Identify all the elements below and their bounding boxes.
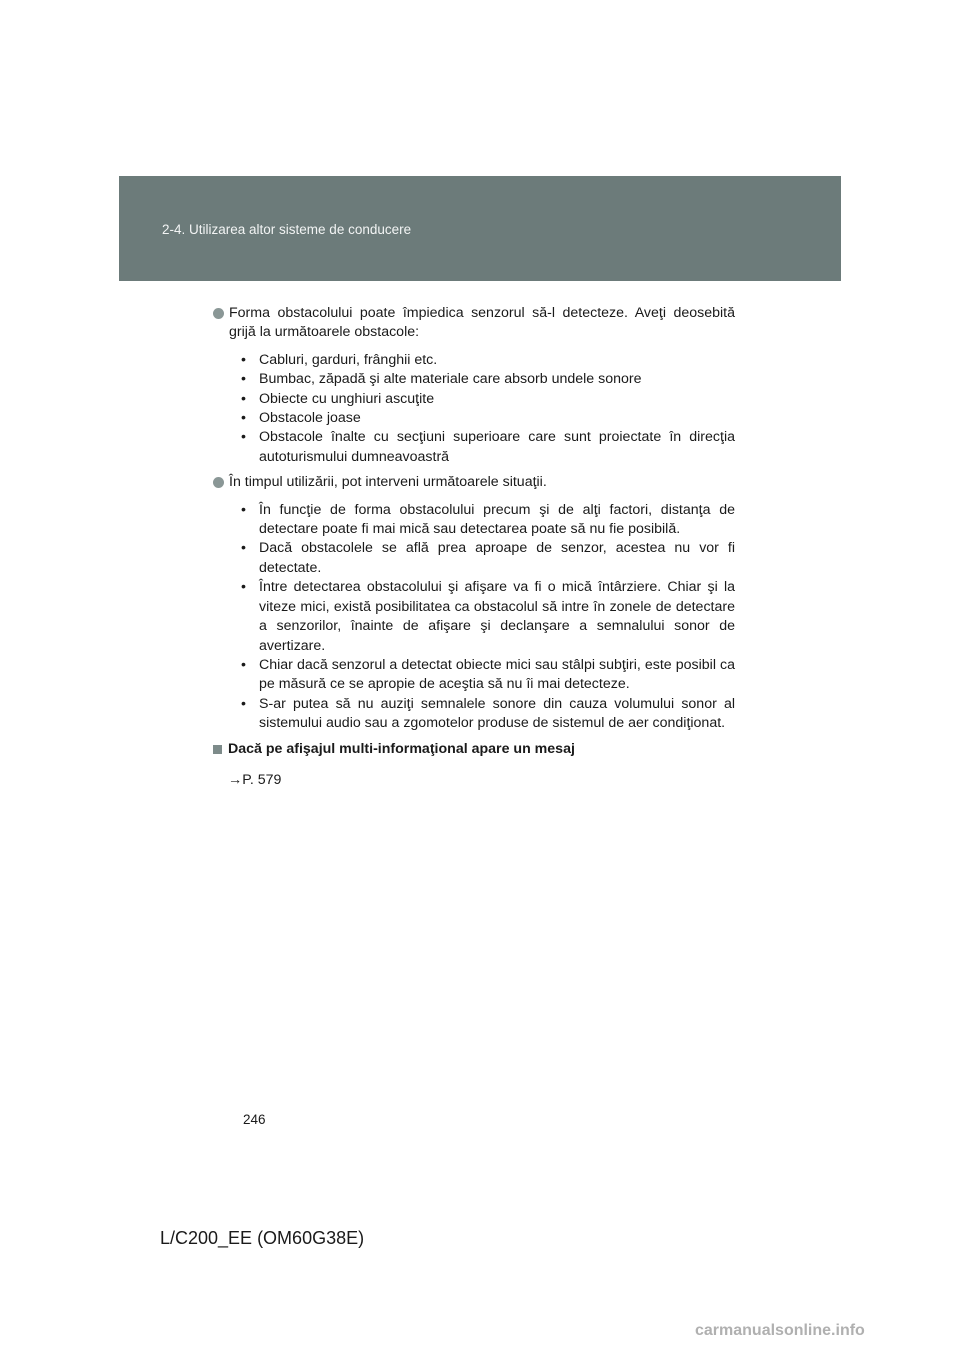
- section-header-band: [119, 176, 841, 281]
- list-item: • Dacă obstacolele se află prea aproape de senzor, acestea nu vor fi detectate.: [241, 540, 735, 576]
- circle-bullet-icon: [213, 477, 224, 488]
- document-code: L/C200_EE (OM60G38E): [160, 1228, 365, 1248]
- sub-list: [229, 501, 735, 734]
- bullet-section-1: [212, 304, 735, 467]
- bullet-dot-icon: •: [241, 501, 246, 518]
- bullet-dot-icon: •: [241, 410, 246, 427]
- list-item: • Obstacole joase: [229, 409, 735, 428]
- circle-bullet-icon: [213, 308, 224, 319]
- sub-list: [229, 351, 735, 467]
- bullet-dot-icon: •: [241, 656, 246, 673]
- subheading-text: Dacă pe afişajul multi-informaţional apare un mesaj: [228, 740, 575, 757]
- bullet-dot-icon: •: [241, 371, 246, 388]
- list-item: • Obiecte cu unghiuri ascuţite: [229, 390, 735, 409]
- section-paragraph: Forma obstacolului poate împiedica senzorul să-l detecteze. Aveţi deosebită grijă la următoarele obstacole:: [229, 305, 735, 341]
- bullet-dot-icon: •: [241, 695, 246, 712]
- list-item: • Chiar dacă senzorul a detectat obiecte mici sau stâlpi subţiri, este posibil ca pe măsură ce se apropie de aceştia să nu îi mai detecteze.: [241, 656, 735, 693]
- page-reference-link[interactable]: →P. 579: [228, 771, 282, 788]
- subheading: [212, 740, 735, 759]
- list-item: • Bumbac, zăpadă şi alte materiale care absorb undele sonore: [229, 370, 735, 389]
- list-item: • S-ar putea să nu auziţi semnalele sonore din cauza volumului sonor al sistemului audio sau a zgomotelor produse de sistemul de aer condiţionat.: [241, 695, 735, 732]
- square-bullet-icon: [213, 745, 222, 754]
- page-number: 246: [243, 1112, 266, 1127]
- list-item: • Cabluri, garduri, frânghii etc.: [229, 351, 735, 370]
- bullet-dot-icon: •: [241, 540, 246, 557]
- bullet-dot-icon: •: [241, 390, 246, 407]
- bullet-section-2: [212, 473, 735, 733]
- bullet-dot-icon: •: [241, 351, 246, 368]
- list-item: • Între detectarea obstacolului şi afişare va fi o mică întârziere. Chiar şi la viteze mici, există posibilitatea ca obstacolul să intre în zonele de detectare a senzorilor, înainte de afişare şi declanşare a semnalului sonor de avertizare.: [241, 579, 735, 654]
- list-item: • Obstacole înalte cu secţiuni superioare care sunt proiectate în direcţia autoturismului dumneavoastră: [241, 429, 735, 465]
- bullet-dot-icon: •: [241, 429, 246, 446]
- watermark: carmanualsonline.info: [695, 1322, 865, 1339]
- list-item: • În funcţie de forma obstacolului precum şi de alţi factori, distanţa de detectare poate fi mai mică sau detectarea poate să nu fie posibilă.: [241, 501, 735, 538]
- section-paragraph: În timpul utilizării, pot interveni următoarele situaţii.: [229, 474, 547, 491]
- page-content: [212, 304, 735, 790]
- section-title: 2-4. Utilizarea altor sisteme de conducere: [162, 222, 412, 237]
- bullet-dot-icon: •: [241, 579, 246, 596]
